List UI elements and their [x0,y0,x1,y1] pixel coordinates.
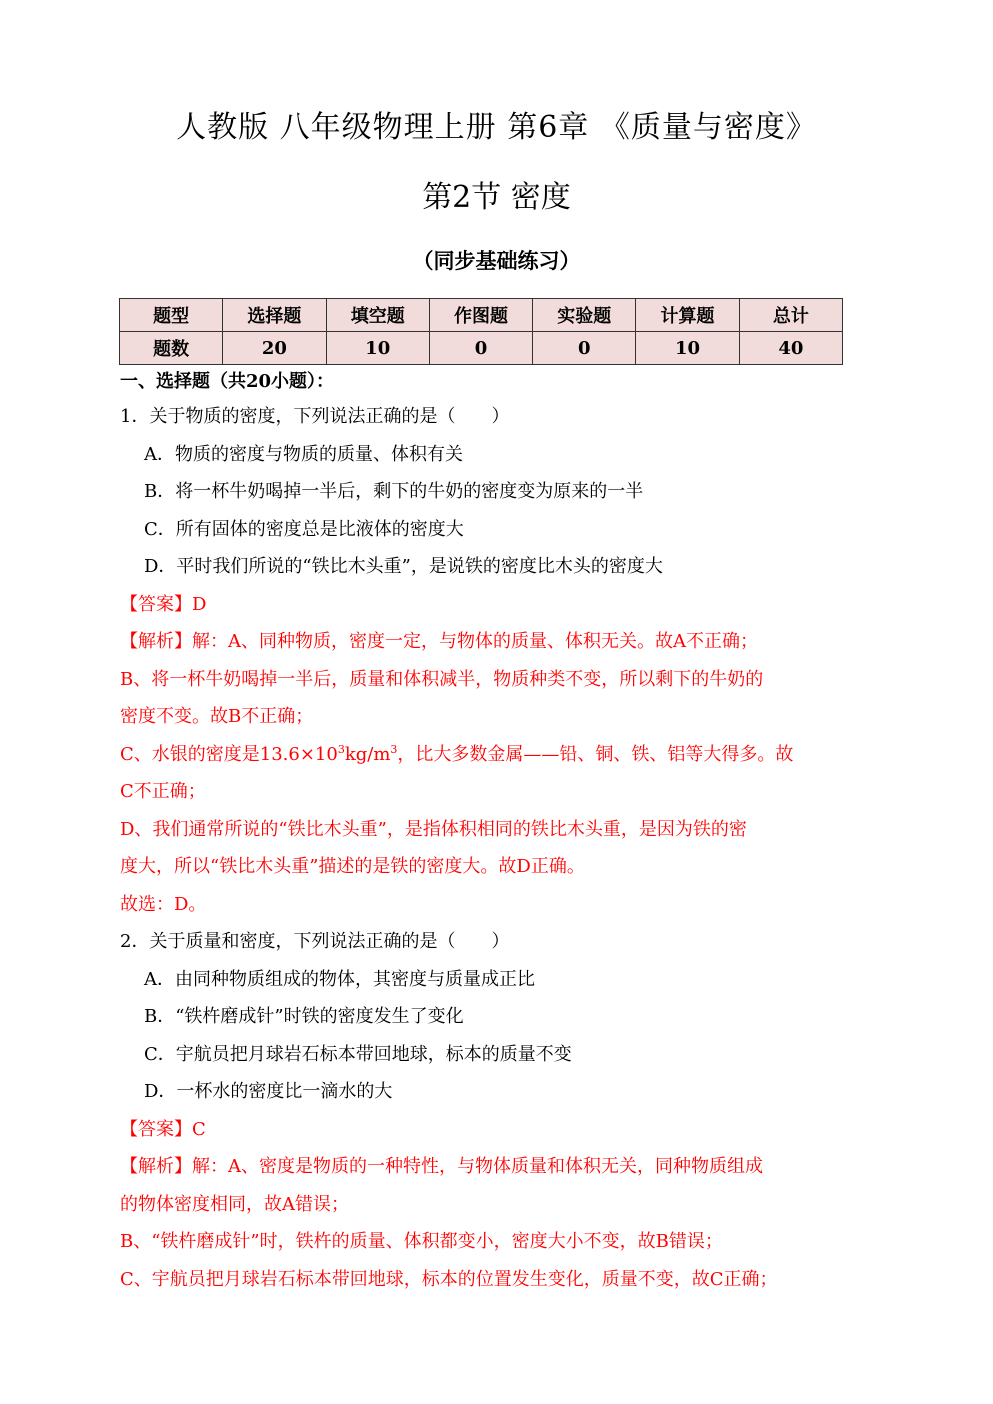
summary-header-cell: 题型 [120,299,223,332]
question-2-option-a: A．由同种物质组成的物体，其密度与质量成正比 [144,968,535,990]
question-1-conclusion: 故选：D。 [120,893,207,915]
question-2-stem: 2．关于质量和密度，下列说法正确的是（ ） [120,931,510,952]
summary-count-cell: 0 [533,332,636,365]
summary-count-cell: 10 [636,332,739,365]
analysis-text: 解：A、密度是物质的一种特性，与物体质量和体积无关，同种物质组成 [192,1156,763,1177]
superscript: 3 [390,742,398,756]
question-1-option-b: B．将一杯牛奶喝掉一半后，剩下的牛奶的密度变为原来的一半 [144,481,644,502]
analysis-text: ，比大多数金属——铅、铜、铁、铝等大得多。故 [397,743,794,765]
question-1-analysis-line: 度大，所以“铁比木头重”描述的是铁的密度大。故D正确。 [120,856,585,877]
document-title: 人教版 八年级物理上册 第6章 《质量与密度》 [176,110,817,145]
summary-header-cell: 填空题 [326,299,429,332]
summary-header-cell: 计算题 [636,299,739,332]
question-1-answer [120,586,850,624]
question-1-analysis-line [120,736,850,774]
analysis-text: C、水银的密度是13.6×10 [120,743,338,765]
answer-value: D [192,593,207,615]
summary-count-cell: 0 [429,332,532,365]
analysis-tag: 【解析】 [120,631,192,652]
answer-tag: 【答案】 [120,593,192,615]
summary-count-row [120,332,843,365]
analysis-tag: 【解析】 [120,1156,192,1177]
question-1-analysis-line: 密度不变。故B不正确； [120,706,314,727]
summary-header-cell: 作图题 [429,299,532,332]
superscript: 3 [337,742,345,756]
summary-header-cell: 选择题 [223,299,326,332]
question-2-answer [120,1111,850,1149]
answer-value: C [192,1118,206,1140]
question-1-option-a: A．物质的密度与物质的质量、体积有关 [144,443,463,465]
question-1-stem: 1．关于物质的密度，下列说法正确的是（ ） [120,406,510,427]
question-1-analysis-line: B、将一杯牛奶喝掉一半后，质量和体积减半，物质种类不变，所以剩下的牛奶的 [120,668,764,690]
summary-count-cell: 10 [326,332,429,365]
question-2-option-b: B．“铁杵磨成针”时铁的密度发生了变化 [144,1006,464,1027]
section-heading: 一、选择题（共20小题）： [120,371,335,392]
practice-label: （同步基础练习） [412,248,581,273]
question-1-analysis-line: D、我们通常所说的“铁比木头重”，是指体积相同的铁比木头重，是因为铁的密 [120,818,747,840]
summary-header-cell: 总计 [739,299,842,332]
question-1-analysis-line: C不正确； [120,781,206,802]
question-2-analysis-line [120,1148,850,1186]
document-content [120,366,850,1298]
question-1-option-d: D．平时我们所说的“铁比木头重”，是说铁的密度比木头的密度大 [144,556,663,577]
summary-header-row [120,299,843,332]
unit-text: kg/m [344,743,391,765]
question-2-analysis-line: 的物体密度相同，故A错误； [120,1193,349,1215]
question-2-option-d: D．一杯水的密度比一滴水的大 [144,1081,393,1102]
summary-header-cell: 实验题 [533,299,636,332]
question-2-analysis-line: C、宇航员把月球岩石标本带回地球，标本的位置发生变化，质量不变，故C正确； [120,1268,778,1290]
answer-tag: 【答案】 [120,1118,192,1140]
section-subtitle: 第2节 密度 [422,180,571,215]
question-2-analysis-line: B、“铁杵磨成针”时，铁杵的质量、体积都变小，密度大小不变，故B错误； [120,1231,723,1252]
question-summary-table [119,298,843,365]
summary-count-cell: 20 [223,332,326,365]
summary-count-cell: 题数 [120,332,223,365]
question-2-option-c: C．宇航员把月球岩石标本带回地球，标本的质量不变 [144,1043,572,1065]
summary-count-cell: 40 [739,332,842,365]
question-1-analysis-line [120,623,850,661]
analysis-text: 解：A、同种物质，密度一定，与物体的质量、体积无关。故A不正确； [192,631,758,652]
question-1-option-c: C．所有固体的密度总是比液体的密度大 [144,518,464,540]
